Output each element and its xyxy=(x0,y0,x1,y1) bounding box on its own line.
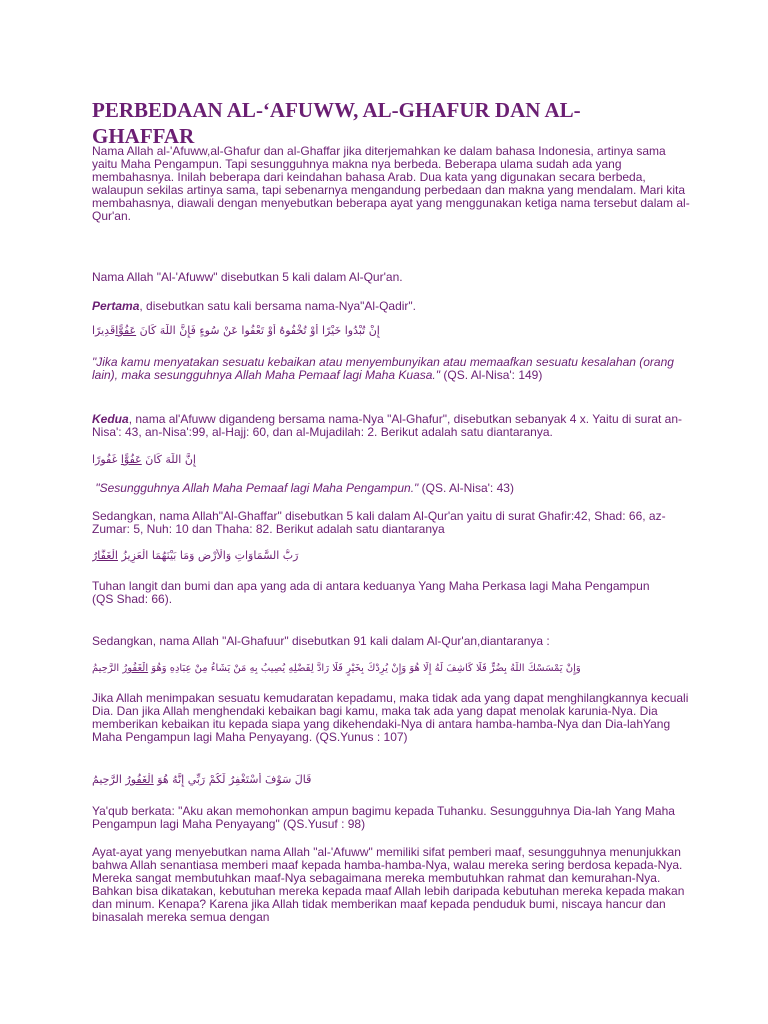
afuww-count-paragraph: Nama Allah "Al-'Afuww" disebutkan 5 kali dalam Al-Qur'an. xyxy=(92,270,403,284)
translation-text: "Sesungguhnya Allah Maha Pemaaf lagi Maha Pengampun." xyxy=(95,481,419,495)
kedua-translation xyxy=(92,482,692,495)
arabic-text: إِنْ تُبْدُوا خَيْرًا أَوْ تُخْفُوهُ أَوْ تَعْفُوا عَنْ سُوءٍ فَإِنَّ اللَّهَ كَانَ xyxy=(136,324,380,337)
arabic-text: رَبُّ السَّمَاوَاتِ وَالْأَرْضِ وَمَا بَيْنَهُمَا الْعَزِيزُ xyxy=(117,549,299,562)
yusuf-arabic-verse xyxy=(92,773,692,787)
kedua-paragraph xyxy=(92,413,692,439)
pertama-paragraph xyxy=(92,300,692,313)
yusuf-translation: Ya'qub berkata: "Aku akan memohonkan ampun bagimu kepada Tuhanku. Sesungguhnya Dia-lah Yang Maha Pengampun lagi Maha Penyayang" (QS.Yusuf : 98) xyxy=(92,804,675,831)
ghaffar-translation xyxy=(92,580,692,606)
arabic-highlight: الْغَفَّارُ xyxy=(92,549,118,562)
pertama-label: Pertama xyxy=(92,299,140,313)
pertama-arabic-verse xyxy=(92,324,692,338)
kedua-text: , nama al'Afuww digandeng bersama nama-Nya "Al-Ghafur", disebutkan sebanyak 4 x. Yaitu di surat an-Nisa': 43, an-Nisa':99, al-Hajj: 60, dan al-Mujadilah: 2. Berikut adalah satu diantaranya. xyxy=(92,412,683,439)
verse-reference: (QS. Al-Nisa': 43) xyxy=(418,481,514,495)
pertama-text: , disebutkan satu kali bersama nama-Nya"Al-Qadir". xyxy=(139,299,417,313)
verse-reference: (QS Shad: 66). xyxy=(92,592,173,606)
verse-reference: (QS. Al-Nisa': 149) xyxy=(440,368,543,382)
arabic-text: قَالَ سَوْفَ أَسْتَغْفِرُ لَكُمْ رَبِّي إِنَّهُ هُوَ xyxy=(153,773,312,786)
intro-paragraph: Nama Allah al-'Afuww,al-Ghafur dan al-Ghaffar jika diterjemahkan ke dalam bahasa Indonesia, artinya sama yaitu Maha Pengampun. Tapi sesungguhnya makna nya berbeda. Beberapa ulama sudah ada yang membahasnya. Inilah beberapa dari keindahan bahasa Arab. Dua kata yang digunakan secara berbeda, walaupun sekilas artinya sama, tapi sebenarnya mengandung perbedaan dan makna yang mendalam. Mari kita membahasnya, diawali dengan menyebutkan beberapa ayat yang menggunakan ketiga nama tersebut dalam al-Qur'an. xyxy=(92,144,690,223)
pertama-translation xyxy=(92,356,692,382)
arabic-text: غَفُورًا xyxy=(92,453,121,466)
closing-paragraph: Ayat-ayat yang menyebutkan nama Allah "al-'Afuww" memiliki sifat pemberi maaf, sesungguhnya menunjukkan bahwa Allah senantiasa memberi maaf kepada hamba-hamba-Nya, walau mereka sering berdosa kepada-Nya. Mereka sangat membutuhkan maaf-Nya sebagaimana mereka membutuhkan rahmat dan kemurahan-Nya. Bahkan bisa dikatakan, kebutuhan mereka kepada maaf Allah lebih daripada kebutuhan mereka kepada makan dan minum. Kenapa? Karena jika Allah tidak memberikan maaf kepada penduduk bumi, niscaya hancur dan binasalah mereka semua dengan xyxy=(92,845,685,924)
ghafuur-count-paragraph: Sedangkan, nama Allah "Al-Ghafuur" disebutkan 91 kali dalam Al-Qur'an,diantaranya : xyxy=(92,634,550,648)
arabic-text: الرَّحِيمُ xyxy=(92,773,126,786)
kedua-arabic-verse xyxy=(92,453,692,467)
arabic-highlight: عَفُوًّا xyxy=(115,324,137,337)
page-title: PERBEDAAN AL-‘AFUWW, AL-GHAFUR DAN AL-GHAFFAR xyxy=(92,98,581,148)
ghafuur-arabic-verse xyxy=(92,662,692,676)
kedua-label: Kedua xyxy=(92,412,129,426)
ghafuur-translation: Jika Allah menimpakan sesuatu kemudaratan kepadamu, maka tidak ada yang dapat menghilangkannya kecuali Dia. Dan jika Allah menghendaki kebaikan bagi kamu, maka tak ada yang dapat menolak karunia-Nya. Dia memberikan kebaikan itu kepada siapa yang dikehendaki-Nya di antara hamba-hamba-Nya dan Dia-lahYang Maha Pengampun lagi Maha Penyayang. (QS.Yunus : 107) xyxy=(92,691,689,744)
arabic-highlight: الْغَفُورُ xyxy=(125,773,154,786)
translation-text: Tuhan langit dan bumi dan apa yang ada di antara keduanya Yang Maha Perkasa lagi Maha Pengampun xyxy=(92,579,650,593)
arabic-text: الرَّحِيمُ xyxy=(92,663,123,674)
ghaffar-count-paragraph: Sedangkan, nama Allah"Al-Ghaffar" disebutkan 5 kali dalam Al-Qur'an yaitu di surat Ghafir:42, Shad: 66, az-Zumar: 5, Nuh: 10 dan Thaha: 82. Berikut adalah satu diantaranya xyxy=(92,509,666,536)
ghaffar-arabic-verse xyxy=(92,549,692,563)
translation-text: "Jika kamu menyatakan sesuatu kebaikan atau menyembunyikan atau memaafkan sesuatu kesalahan (orang lain), maka sesungguhnya Allah Maha Pemaaf lagi Maha Kuasa." xyxy=(92,355,674,382)
arabic-text: إِنَّ اللَّهَ كَانَ xyxy=(141,453,196,466)
arabic-text: قَدِيرًا xyxy=(92,324,116,337)
arabic-text: وَإِنْ يَمْسَسْكَ اللَّهُ بِضُرٍّ فَلَا كَاشِفَ لَهُ إِلَّا هُوَ وَإِنْ يُرِدْكَ بِخَيْرٍ فَلَا رَادَّ لِفَضْلِهِ يُصِيبُ بِهِ مَنْ يَشَاءُ مِنْ عِبَادِهِ وَهُوَ xyxy=(148,663,581,674)
arabic-highlight: عَفُوًّا xyxy=(120,453,142,466)
arabic-highlight: الْغَفُورُ xyxy=(122,663,149,674)
